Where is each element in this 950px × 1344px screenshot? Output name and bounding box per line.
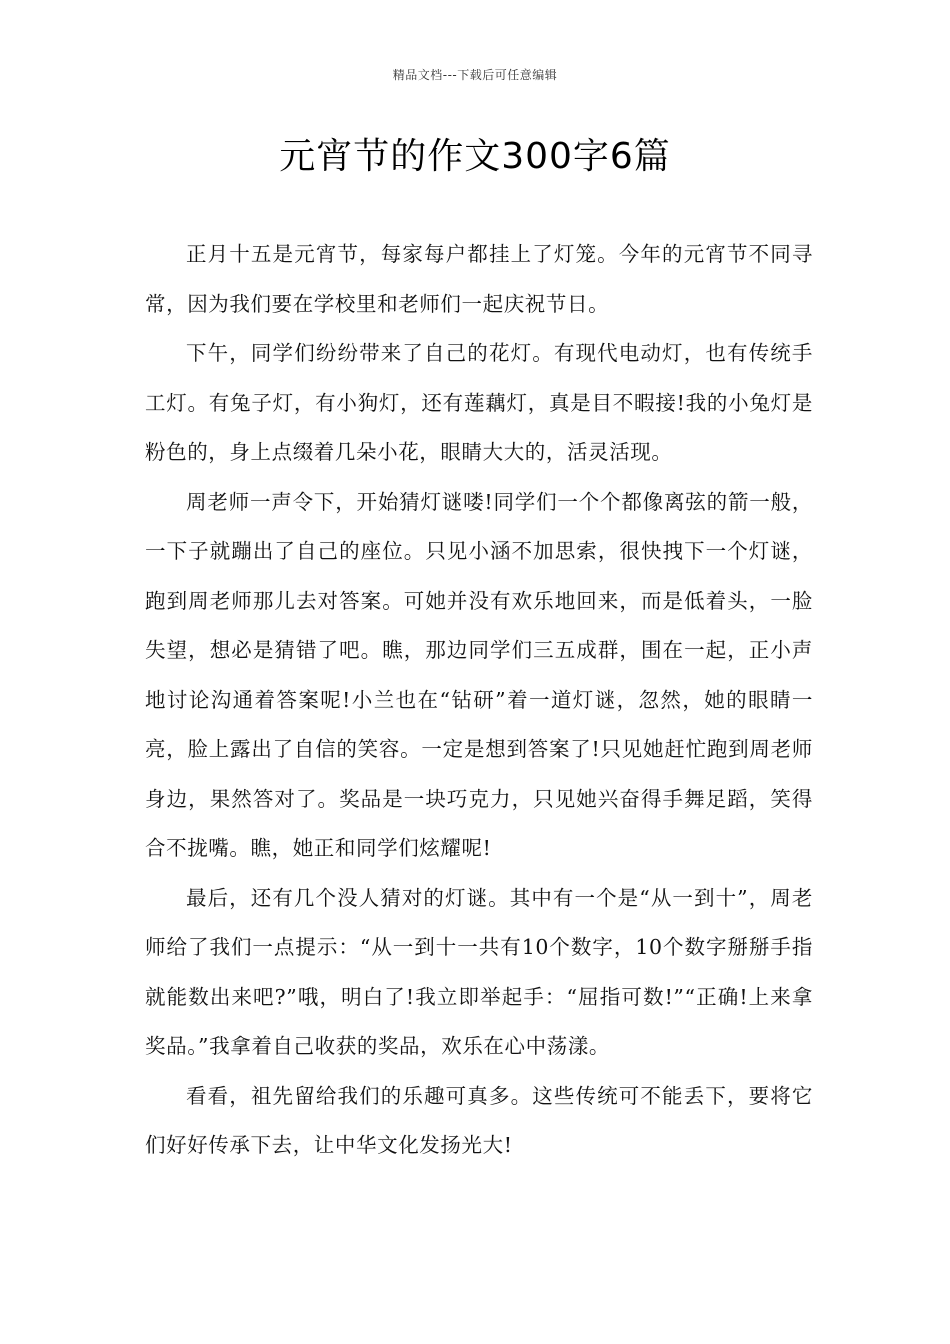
paragraph-5: 看看，祖先留给我们的乐趣可真多。这些传统可不能丢下，要将它们好好传承下去，让中华文化发扬光大! [145,1083,813,1157]
paragraph-2: 下午，同学们纷纷带来了自己的花灯。有现代电动灯，也有传统手工灯。有兔子灯，有小狗灯，还有莲藕灯，真是目不暇接!我的小兔灯是粉色的，身上点缀着几朵小花，眼睛大大的，活灵活现。 [145,341,813,464]
paragraph-4: 最后，还有几个没人猜对的灯谜。其中有一个是“从一到十”，周老师给了我们一点提示：“从一到十一共有10个数字，10个数字掰掰手指就能数出来吧?”哦，明白了!我立即举起手：“屈指可数!”“正确!上来拿奖品。”我拿着自己收获的奖品，欢乐在心中荡漾。 [145,885,813,1058]
paragraph-3: 周老师一声令下，开始猜灯谜喽!同学们一个个都像离弦的箭一般，一下子就蹦出了自己的座位。只见小涵不加思索，很快拽下一个灯谜，跑到周老师那儿去对答案。可她并没有欢乐地回来，而是低着头，一脸失望，想必是猜错了吧。瞧，那边同学们三五成群，围在一起，正小声地讨论沟通着答案呢!小兰也在“钻研”着一道灯谜，忽然，她的眼睛一亮，脸上露出了自信的笑容。一定是想到答案了!只见她赶忙跑到周老师身边，果然答对了。奖品是一块巧克力，只见她兴奋得手舞足蹈，笑得合不拢嘴。瞧，她正和同学们炫耀呢! [145,489,813,860]
paragraph-1: 正月十五是元宵节，每家每户都挂上了灯笼。今年的元宵节不同寻常，因为我们要在学校里和老师们一起庆祝节日。 [145,242,813,316]
document-body [145,230,813,1171]
document-title: 元宵节的作文300字6篇 [279,136,671,177]
header-note: 精品文档---下载后可任意编辑 [392,68,558,82]
